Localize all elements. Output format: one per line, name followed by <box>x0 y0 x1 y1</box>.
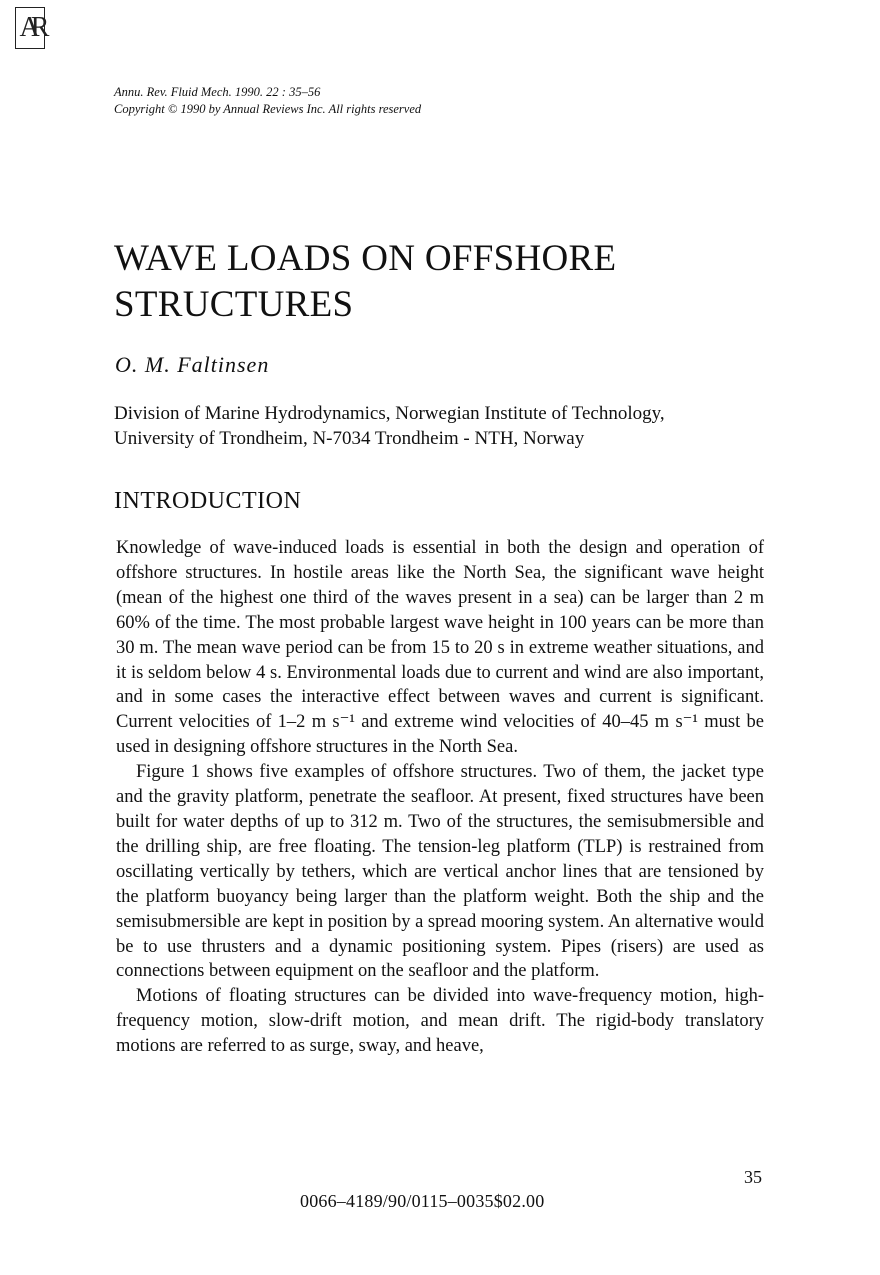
article-body <box>116 536 764 1059</box>
article-code: 0066–4189/90/0115–0035$02.00 <box>300 1191 545 1211</box>
paragraph: Figure 1 shows five examples of offshore structures. Two of them, the jacket type and the gravity platform, penetrate the seafloor. At present, fixed structures have been built for water depths of up to 312 m. Two of the structures, the semisubmersible and the drilling ship, are free floating. The tension-leg platform (TLP) is restrained from oscillating vertically by tethers, which are vertical anchor lines that are tensioned by the platform buoyancy being larger than the platform weight. Both the ship and the semisubmersible are kept in position by a spread mooring system. An alternative would be to use thrusters and a dynamic positioning system. Pipes (risers) are used as connections between equipment on the seafloor and the platform. <box>116 762 764 982</box>
page-number: 35 <box>744 1167 762 1187</box>
author-affiliation <box>114 401 794 451</box>
affiliation-line: Division of Marine Hydrodynamics, Norwegian Institute of Technology, <box>114 403 665 424</box>
citation-header <box>114 84 421 118</box>
affiliation-line: University of Trondheim, N-7034 Trondheim - NTH, Norway <box>114 428 585 449</box>
publisher-logo: AR <box>15 7 45 49</box>
citation-copyright-line: Copyright © 1990 by Annual Reviews Inc. All rights reserved <box>114 102 422 116</box>
article-title: WAVE LOADS ON OFFSHORE STRUCTURES <box>114 238 617 325</box>
section-heading: INTRODUCTION <box>114 488 302 514</box>
citation-journal-line: Annu. Rev. Fluid Mech. 1990. 22 : 35–56 <box>114 85 321 99</box>
paragraph: Motions of floating structures can be divided into wave-frequency motion, high-frequency motion, slow-drift motion, and mean drift. The rigid-body translatory motions are referred to as surge, sway, and heave, <box>116 986 764 1057</box>
article-author: O. M. Faltinsen <box>115 352 270 377</box>
paragraph: Knowledge of wave-induced loads is essential in both the design and operation of offshore structures. In hostile areas like the North Sea, the significant wave height (mean of the highest one third of the waves present in a sea) can be larger than 2 m 60% of the time. The most probable largest wave height in 100 years can be more than 30 m. The mean wave period can be from 15 to 20 s in extreme weather situations, and it is seldom below 4 s. Environmental loads due to current and wind are also important, and in some cases the interactive effect between waves and current is significant. Current velocities of 1–2 m s⁻¹ and extreme wind velocities of 40–45 m s⁻¹ must be used in designing offshore structures in the North Sea. <box>116 538 764 758</box>
